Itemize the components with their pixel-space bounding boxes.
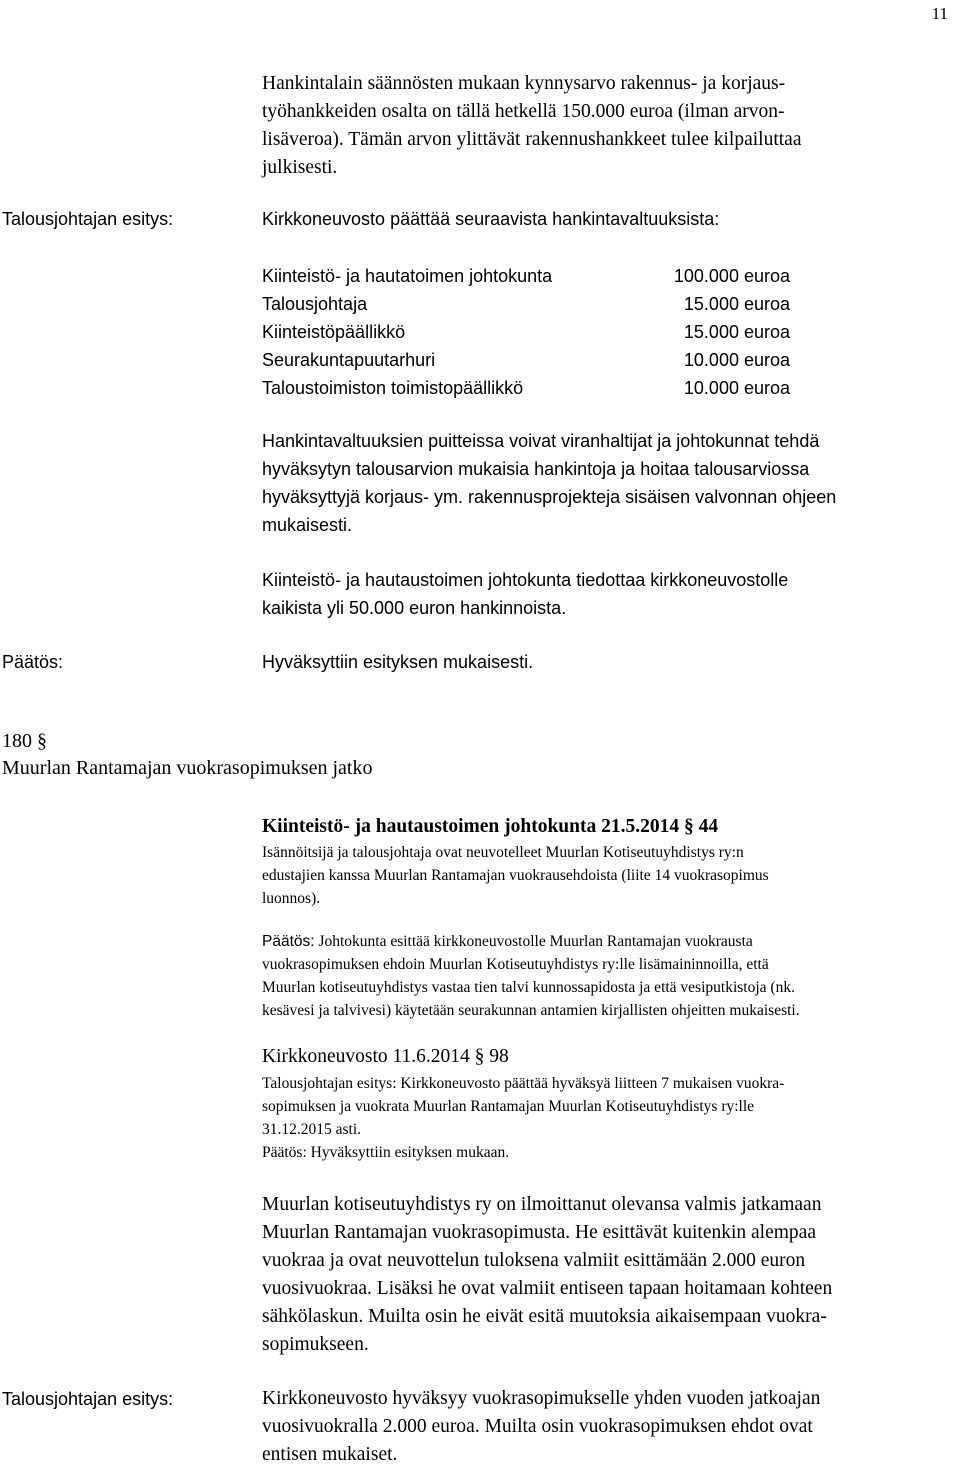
authority-role: Kiinteistöpäällikkö xyxy=(262,322,406,342)
final-proposal-label: Talousjohtajan esitys: xyxy=(2,1389,174,1409)
intro-line: Hankintalain säännösten mukaan kynnysarvo rakennus- ja korjaus- xyxy=(262,73,786,94)
council-meeting-heading: Kirkkoneuvosto 11.6.2014 § 98 xyxy=(262,1046,509,1067)
board-decision xyxy=(262,930,958,1022)
authority-amount: 10.000 euroa xyxy=(683,378,790,398)
authority-table xyxy=(262,262,790,402)
authority-note-line: Hankintavaltuuksien puitteissa voivat viranhaltijat ja johtokunnat tehdä xyxy=(262,431,820,451)
authority-amount: 10.000 euroa xyxy=(683,350,790,370)
intro-line: työhankkeiden osalta on tällä hetkellä 150.000 euroa (ilman arvon- xyxy=(262,101,785,122)
authority-note-line: mukaisesti. xyxy=(262,515,353,535)
intro-line: julkisesti. xyxy=(262,157,338,178)
board-decision-line xyxy=(262,930,958,953)
authority-note-line: hyväksytyn talousarvion mukaisia hankintoja ja hoitaa talousarviossa xyxy=(262,459,810,479)
authority-row xyxy=(262,290,790,318)
final-proposal-line: Kirkkoneuvosto hyväksyy vuokrasopimukselle yhden vuoden jatkoajan xyxy=(262,1388,821,1409)
board-decision-text: Johtokunta esittää kirkkoneuvostolle Muurlan Rantamajan vuokrausta xyxy=(314,933,753,950)
board-decision-label: Päätös: xyxy=(262,933,315,950)
authority-row xyxy=(262,318,790,346)
final-proposal-text xyxy=(262,1385,958,1469)
authority-note xyxy=(262,427,958,539)
update-line: vuokraa ja ovat neuvottelun tuloksena valmiit esittämään 2.000 euron xyxy=(262,1250,806,1271)
board-decision-line: vuokrasopimuksen ehdoin Muurlan Kotiseutuyhdistys ry:lle lisämaininnoilla, että xyxy=(262,956,769,973)
update-paragraph xyxy=(262,1191,958,1359)
authority-row xyxy=(262,262,790,290)
update-line: vuosivuokraa. Lisäksi he ovat valmiit entiseen tapaan hoitamaan kohteen xyxy=(262,1278,833,1299)
final-proposal-line: vuosivuokralla 2.000 euroa. Muilta osin vuokrasopimuksen ehdot ovat xyxy=(262,1416,813,1437)
board-info-line: kaikista yli 50.000 euron hankinnoista. xyxy=(262,598,567,618)
board-meeting-line: edustajien kanssa Muurlan Rantamajan vuokrausehdoista (liite 14 vuokrasopimus xyxy=(262,867,769,884)
intro-paragraph xyxy=(262,70,958,182)
final-proposal-line: entisen mukaiset. xyxy=(262,1444,398,1465)
update-line: sopimukseen. xyxy=(262,1334,369,1355)
board-meeting-heading: Kiinteistö- ja hautaustoimen johtokunta 21.5.2014 § 44 xyxy=(262,816,719,837)
authority-amount: 15.000 euroa xyxy=(683,322,790,342)
authority-row xyxy=(262,346,790,374)
council-meeting-line: Päätös: Hyväksyttiin esityksen mukaan. xyxy=(262,1144,510,1161)
update-line: sähkölaskun. Muilta osin he eivät esitä muutoksia aikaisempaan vuokra- xyxy=(262,1306,827,1327)
intro-line: lisäveroa). Tämän arvon ylittävät rakennushankkeet tulee kilpailuttaa xyxy=(262,129,802,150)
board-decision-line: Muurlan kotiseutuyhdistys vastaa tien talvi kunnossapidosta ja että vesiputkistoja (nk. xyxy=(262,979,795,996)
section-title: Muurlan Rantamajan vuokrasopimuksen jatko xyxy=(2,757,373,779)
authority-role: Seurakuntapuutarhuri xyxy=(262,350,436,370)
board-meeting-text xyxy=(262,841,958,910)
council-meeting-line: sopimuksen ja vuokrata Muurlan Rantamajan Muurlan Kotiseutuyhdistys ry:lle xyxy=(262,1098,755,1115)
authority-row xyxy=(262,374,790,402)
authority-amount: 100.000 euroa xyxy=(673,266,790,286)
section-number: 180 § xyxy=(2,730,47,752)
proposal-text: Kirkkoneuvosto päättää seuraavista hankintavaltuuksista: xyxy=(262,209,720,229)
council-meeting-line: Talousjohtajan esitys: Kirkkoneuvosto päättää hyväksyä liitteen 7 mukaisen vuokra- xyxy=(262,1075,785,1092)
board-info-line: Kiinteistö- ja hautaustoimen johtokunta tiedottaa kirkkoneuvostolle xyxy=(262,570,789,590)
authority-amount: 15.000 euroa xyxy=(683,294,790,314)
update-line: Muurlan Rantamajan vuokrasopimusta. He esittävät kuitenkin alempaa xyxy=(262,1222,816,1243)
page-number: 11 xyxy=(931,4,948,23)
decision-text: Hyväksyttiin esityksen mukaisesti. xyxy=(262,652,534,672)
council-meeting-line: 31.12.2015 asti. xyxy=(262,1121,362,1138)
board-info xyxy=(262,566,958,622)
authority-note-line: hyväksyttyjä korjaus- ym. rakennusprojekteja sisäisen valvonnan ohjeen xyxy=(262,487,837,507)
board-decision-line: kesävesi ja talvivesi) käytetään seurakunnan antamien kirjallisten ohjeitten mukaisesti. xyxy=(262,1002,800,1019)
authority-role: Taloustoimiston toimistopäällikkö xyxy=(262,378,524,398)
board-meeting-line: Isännöitsijä ja talousjohtaja ovat neuvotelleet Muurlan Kotiseutuyhdistys ry:n xyxy=(262,844,744,861)
proposal-label: Talousjohtajan esitys: xyxy=(2,209,174,229)
authority-role: Talousjohtaja xyxy=(262,294,368,314)
council-meeting-text xyxy=(262,1072,958,1164)
board-meeting-line: luonnos). xyxy=(262,890,321,907)
authority-role: Kiinteistö- ja hautatoimen johtokunta xyxy=(262,266,553,286)
decision-label: Päätös: xyxy=(2,652,64,672)
update-line: Muurlan kotiseutuyhdistys ry on ilmoittanut olevansa valmis jatkamaan xyxy=(262,1194,822,1215)
